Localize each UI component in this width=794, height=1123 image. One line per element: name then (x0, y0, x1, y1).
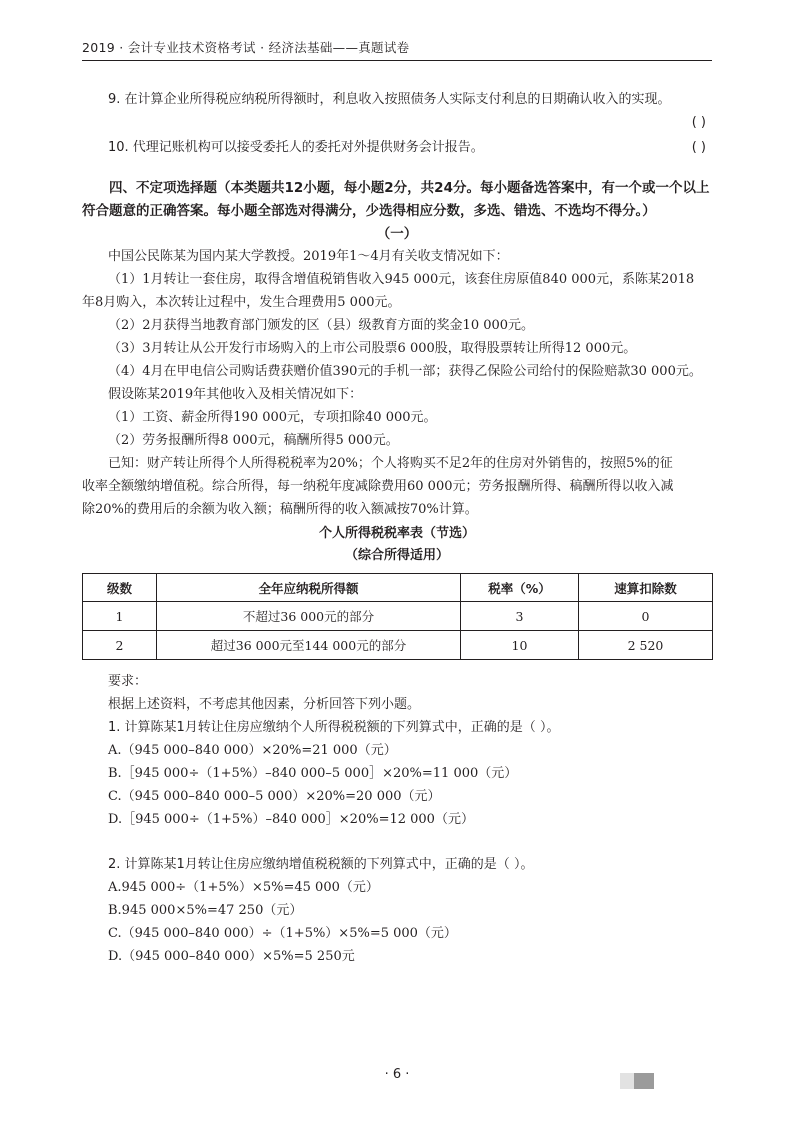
case-item: （3）3月转让从公开发行市场购入的上市公司股票6 000股，取得股票转让所得12 000元。 (108, 341, 637, 356)
other-income-item: （1）工资、薪金所得190 000元，专项扣除40 000元。 (108, 410, 437, 425)
requirements-label: 要求： (108, 674, 148, 689)
column-header: 级数 (83, 574, 157, 602)
table-title: 个人所得税税率表（节选） (318, 526, 475, 541)
column-header: 税率（%） (461, 574, 579, 602)
tf-question-9-answer-row (82, 111, 712, 134)
column-header: 速算扣除数 (579, 574, 713, 602)
answer-parentheses: ( ) (691, 115, 706, 130)
table-cell: 10 (461, 631, 579, 660)
option-a: A.945 000÷（1+5%）×5%=45 000（元） (108, 880, 379, 895)
column-header: 全年应纳税所得额 (157, 574, 461, 602)
case-intro: 中国公民陈某为国内某大学教授。2019年1～4月有关收支情况如下： (108, 249, 509, 264)
option-c: C.（945 000–840 000）÷（1+5%）×5%=5 000（元） (108, 926, 457, 941)
option-d: D.（945 000–840 000）×5%=5 250元 (108, 949, 355, 964)
table-cell: 0 (579, 602, 713, 631)
requirements-block (82, 670, 712, 716)
answer-parentheses: ( ) (691, 140, 706, 155)
tf-question-9 (82, 88, 712, 111)
table-row (83, 631, 713, 660)
tf-question-10-text: 10. 代理记账机构可以接受委托人的委托对外提供财务会计报告。 (108, 140, 484, 155)
table-header-row (83, 574, 713, 602)
option-c: C.（945 000–840 000–5 000）×20%=20 000（元） (108, 789, 441, 804)
question-1 (82, 716, 712, 831)
case-material (82, 245, 712, 521)
known-conditions: 除20%的费用后的余额为收入额；稿酬所得的收入额减按70%计算。 (82, 502, 478, 517)
table-cell: 1 (83, 602, 157, 631)
part-heading: （一） (376, 226, 418, 242)
page-content (82, 88, 712, 968)
page-number: · 6 · (384, 1067, 410, 1082)
case-item: 年8月购入，本次转让过程中，发生合理费用5 000元。 (82, 295, 401, 310)
option-d: D.［945 000÷（1+5%）–840 000］×20%=12 000（元） (108, 812, 474, 827)
requirements-text: 根据上述资料，不考虑其他因素，分析回答下列小题。 (108, 697, 421, 712)
table-subtitle: （综合所得适用） (344, 548, 449, 563)
footer-decoration (620, 1073, 634, 1089)
question-2 (82, 853, 712, 968)
section-title (82, 177, 712, 223)
table-row (83, 602, 713, 631)
question-stem: 1. 计算陈某1月转让住房应缴纳个人所得税税额的下列算式中，正确的是（ ）。 (108, 720, 560, 735)
table-cell: 不超过36 000元的部分 (157, 602, 461, 631)
other-income-intro: 假设陈某2019年其他收入及相关情况如下： (108, 387, 363, 402)
table-cell: 2 520 (579, 631, 713, 660)
section-title-line-2: 符合题意的正确答案。每小题全部选对得满分，少选得相应分数，多选、错选、不选均不得分。） (82, 203, 656, 219)
option-b: B.945 000×5%=47 250（元） (108, 903, 303, 918)
page-header: 2019 · 会计专业技术资格考试 · 经济法基础——真题试卷 (82, 40, 410, 55)
table-cell: 3 (461, 602, 579, 631)
section-title-line-1: 四、不定项选择题（本类题共12小题，每小题2分，共24分。每小题备选答案中，有一个或一个以上 (109, 180, 710, 196)
known-conditions: 收率全额缴纳增值税。综合所得，每一纳税年度减除费用60 000元；劳务报酬所得、稿酬所得以收入减 (82, 479, 674, 494)
tf-question-10 (82, 136, 712, 159)
other-income-item: （2）劳务报酬所得8 000元，稿酬所得5 000元。 (108, 433, 399, 448)
tf-question-9-text: 9. 在计算企业所得税应纳税所得额时，利息收入按照债务人实际支付利息的日期确认收入的实现。 (108, 92, 671, 107)
case-item: （2）2月获得当地教育部门颁发的区（县）级教育方面的奖金10 000元。 (108, 318, 535, 333)
case-item: （1）1月转让一套住房，取得含增值税销售收入945 000元，该套住房原值840 000元，系陈某2018 (108, 272, 695, 287)
tax-rate-table (82, 573, 713, 660)
header-rule (82, 60, 712, 61)
spacer (82, 831, 712, 853)
case-item: （4）4月在甲电信公司购话费获赠价值390元的手机一部；获得乙保险公司给付的保险赔款30 000元。 (108, 364, 702, 379)
table-cell: 2 (83, 631, 157, 660)
known-conditions: 已知：财产转让所得个人所得税税率为20%；个人将购买不足2年的住房对外销售的，按照5%的征 (108, 456, 673, 471)
question-stem: 2. 计算陈某1月转让住房应缴纳增值税税额的下列算式中，正确的是（ ）。 (108, 857, 534, 872)
footer-decoration (634, 1073, 654, 1089)
option-a: A.（945 000–840 000）×20%=21 000（元） (108, 743, 397, 758)
option-b: B.［945 000÷（1+5%）–840 000–5 000］×20%=11 000（元） (108, 766, 518, 781)
table-cell: 超过36 000元至144 000元的部分 (157, 631, 461, 660)
